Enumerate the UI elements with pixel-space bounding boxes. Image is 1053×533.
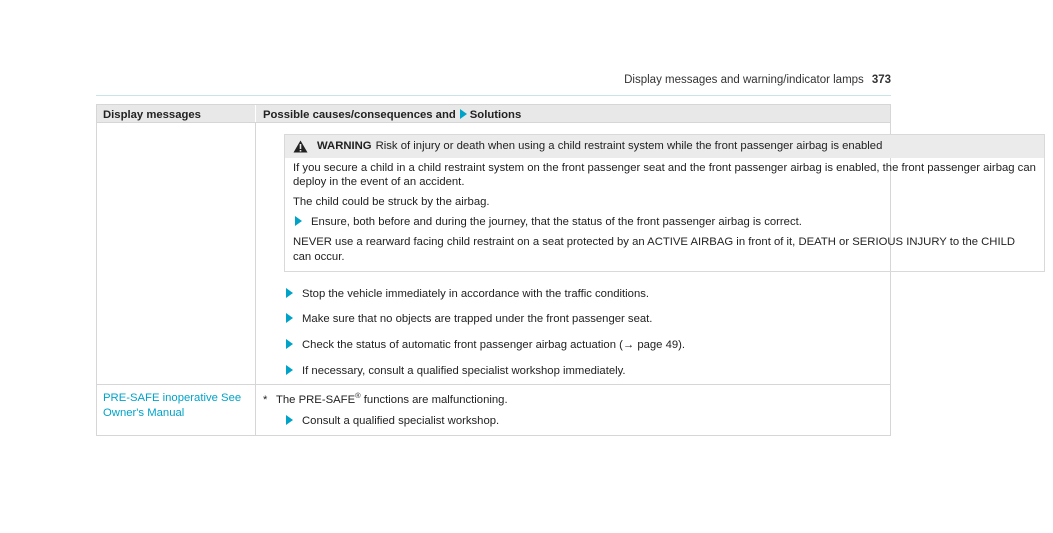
list-item	[284, 364, 1045, 379]
solution-text: Consult a qualified specialist workshop.	[302, 414, 500, 427]
warning-box	[284, 134, 1045, 272]
table-row	[97, 122, 1036, 384]
warning-step-text: Ensure, both before and during the journey, that the status of the front passenger airbag is correct.	[311, 215, 802, 228]
warning-para-1: If you secure a child in a child restraint system on the front passenger seat and the front passenger airbag is enabled, the front passenger airbag can deploy in the event of an accident.	[293, 161, 1036, 189]
list-item	[284, 287, 1045, 302]
registered-mark: ®	[355, 391, 361, 401]
arrow-right-icon	[286, 415, 293, 425]
warning-para-3: NEVER use a rearward facing child restraint on a seat protected by an ACTIVE AIRBAG in front of it, DEATH or SERIOUS INJURY to the CHILD can occur.	[293, 236, 1016, 264]
causes-solutions-cell	[256, 123, 1053, 384]
arrow-right-icon	[460, 109, 467, 119]
col-header-causes: Possible causes/consequences and	[263, 109, 456, 121]
list-item	[284, 338, 1045, 353]
col-header-solutions: Solutions	[469, 109, 522, 121]
messages-table	[96, 104, 1036, 436]
solution-text: If necessary, consult a qualified specialist workshop immediately.	[302, 364, 626, 377]
page-header	[624, 73, 891, 88]
warning-title	[317, 139, 882, 154]
display-message-cell: PRE-SAFE inoperative See Owner's Manual	[97, 385, 256, 434]
causes-solutions-cell	[256, 385, 890, 434]
solution-text: Stop the vehicle immediately in accordance with the traffic conditions.	[302, 287, 650, 300]
warning-step	[293, 215, 1036, 230]
col-header-display-messages: Display messages	[97, 105, 256, 122]
cause-pre: The PRE-SAFE	[276, 394, 356, 407]
warning-label: WARNING	[317, 140, 372, 152]
solution-text: Make sure that no objects are trapped under the front passenger seat.	[302, 313, 653, 326]
cause-post: functions are malfunctioning.	[360, 394, 508, 407]
solution-text: Check the status of automatic front passenger airbag actuation (→ page 49).	[302, 339, 686, 352]
list-item	[284, 414, 882, 429]
arrow-right-icon	[286, 313, 293, 323]
warning-para-2: The child could be struck by the airbag.	[293, 196, 490, 209]
solutions-list	[284, 287, 1045, 379]
arrow-right-icon	[286, 339, 293, 349]
page-number: 373	[871, 74, 891, 86]
footnote-marker: *	[263, 394, 268, 407]
header-divider	[96, 95, 891, 96]
arrow-right-icon	[286, 365, 293, 375]
warning-title-text: Risk of injury or death when using a child restraint system while the front passenger airbag is enabled	[375, 140, 883, 152]
warning-header	[285, 135, 1044, 158]
list-item	[284, 312, 1045, 327]
warning-body	[285, 158, 1044, 271]
cause-text	[263, 391, 882, 407]
arrow-right-icon	[295, 216, 302, 226]
section-title: Display messages and warning/indicator lamps	[624, 74, 864, 86]
table-row	[97, 384, 890, 434]
col-header-causes-solutions	[256, 105, 890, 122]
display-message-cell	[97, 123, 256, 384]
table-header-row	[97, 105, 890, 122]
arrow-right-icon	[286, 288, 293, 298]
warning-triangle-icon	[293, 140, 308, 153]
